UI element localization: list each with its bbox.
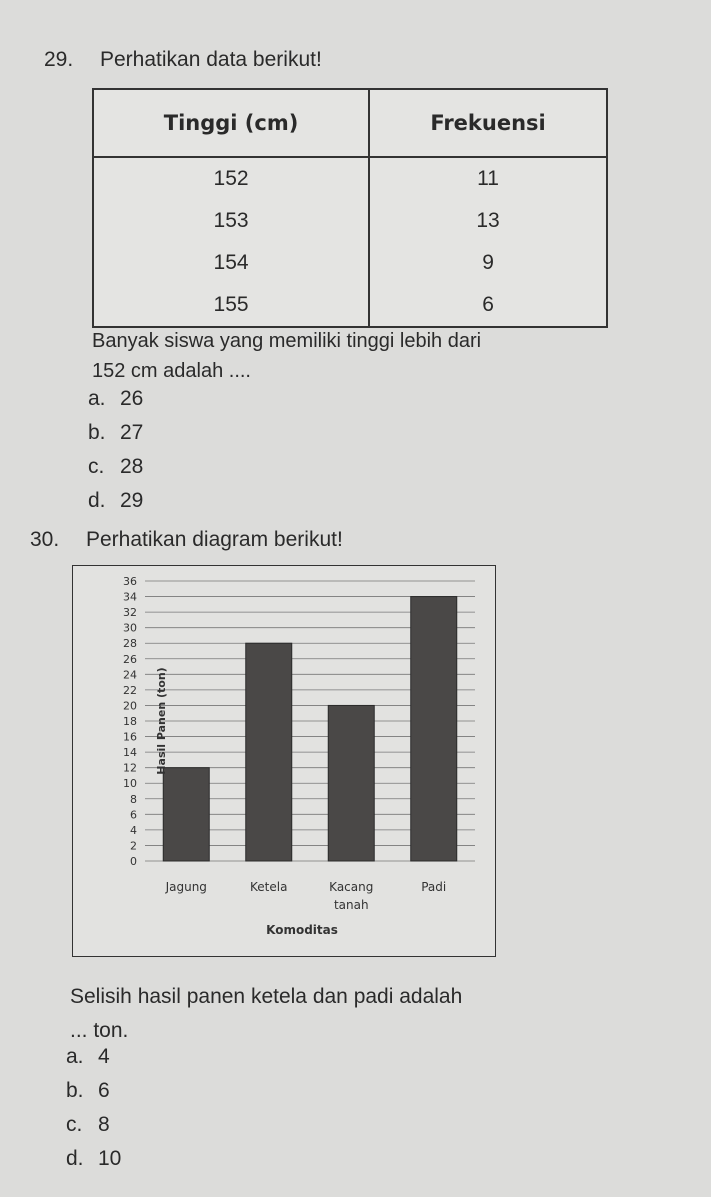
y-tick-label: 2 (130, 839, 137, 853)
option-d[interactable] (88, 484, 143, 518)
y-tick-label: 16 (123, 730, 137, 744)
question-line: ... ton. (70, 1019, 129, 1042)
question-30-options (66, 1040, 121, 1176)
question-line: 152 cm adalah .... (92, 360, 251, 382)
y-tick-label: 26 (123, 652, 137, 666)
option-letter: c. (88, 455, 105, 478)
option-letter: b. (66, 1079, 84, 1102)
option-letter: b. (88, 421, 106, 444)
option-c[interactable] (88, 450, 143, 484)
y-tick-label: 18 (123, 715, 137, 728)
y-tick-label: 30 (123, 621, 137, 635)
x-tick-label: Ketela (250, 880, 288, 894)
height-cell: 152 (93, 157, 369, 200)
table-row (93, 284, 607, 327)
option-text: 4 (98, 1045, 110, 1068)
bar-chart-svg (73, 566, 495, 956)
y-axis-title: Hasil Panen (ton) (155, 667, 168, 775)
x-tick-label: tanah (333, 898, 369, 912)
question-29-options (88, 382, 143, 518)
y-tick-label: 10 (123, 777, 137, 791)
option-c[interactable] (66, 1108, 121, 1142)
height-cell: 154 (93, 242, 369, 284)
y-tick-label: 8 (130, 792, 137, 806)
y-tick-label: 20 (123, 699, 137, 713)
option-text: 27 (120, 421, 144, 444)
option-letter: a. (88, 387, 106, 410)
column-header-frequency: Frekuensi (369, 89, 607, 157)
option-text: 6 (98, 1079, 110, 1102)
frequency-cell: 13 (476, 209, 500, 232)
question-line: Selisih hasil panen ketela dan padi adalah (70, 985, 463, 1008)
option-text: 10 (98, 1147, 122, 1170)
y-tick-label: 24 (123, 668, 137, 682)
question-heading: Perhatikan diagram berikut! (86, 528, 343, 551)
frequency-cell: 9 (482, 251, 494, 274)
y-tick-label: 34 (123, 590, 137, 604)
frequency-cell: 11 (477, 167, 499, 190)
y-tick-label: 14 (123, 746, 137, 760)
bar-padi (411, 597, 457, 861)
option-letter: c. (66, 1113, 83, 1136)
table-row (93, 157, 607, 200)
option-b[interactable] (66, 1074, 121, 1108)
y-tick-label: 32 (123, 606, 137, 620)
y-tick-label: 28 (123, 637, 137, 651)
option-text: 8 (98, 1113, 110, 1136)
column-header-height: Tinggi (cm) (93, 89, 369, 157)
option-text: 28 (120, 455, 144, 478)
table-row (93, 242, 607, 284)
question-30-title (30, 528, 343, 552)
x-axis-title: Komoditas (266, 923, 338, 937)
height-cell: 155 (93, 284, 369, 327)
table-header-row (93, 89, 607, 157)
y-tick-label: 6 (130, 808, 137, 822)
table-row (93, 200, 607, 242)
harvest-bar-chart (72, 565, 496, 957)
option-letter: d. (88, 489, 106, 512)
y-tick-label: 12 (123, 761, 137, 775)
frequency-cell: 6 (482, 293, 494, 316)
question-29-title (44, 48, 322, 72)
bar-kacang-tanah (328, 705, 374, 861)
height-cell: 153 (93, 200, 369, 242)
y-tick-label: 4 (130, 823, 137, 837)
height-frequency-table (92, 88, 608, 328)
question-heading: Perhatikan data berikut! (100, 48, 322, 71)
bar-ketela (246, 643, 292, 861)
question-line: Banyak siswa yang memiliki tinggi lebih dari (92, 330, 482, 352)
x-tick-label: Kacang (329, 880, 374, 894)
option-letter: a. (66, 1045, 84, 1068)
option-a[interactable] (66, 1040, 121, 1074)
x-tick-label: Jagung (165, 880, 207, 894)
y-tick-label: 0 (130, 855, 137, 868)
option-d[interactable] (66, 1142, 121, 1176)
option-letter: d. (66, 1147, 84, 1170)
question-30-text (70, 980, 462, 1048)
option-text: 26 (120, 387, 144, 410)
question-number: 29. (44, 48, 74, 71)
question-29-text (92, 326, 481, 386)
option-b[interactable] (88, 416, 143, 450)
y-tick-label: 36 (123, 575, 137, 588)
bar-jagung (163, 768, 209, 861)
x-tick-label: Padi (421, 880, 447, 894)
option-text: 29 (120, 489, 144, 512)
option-a[interactable] (88, 382, 143, 416)
question-number: 30. (30, 528, 60, 551)
y-tick-label: 22 (123, 683, 137, 697)
